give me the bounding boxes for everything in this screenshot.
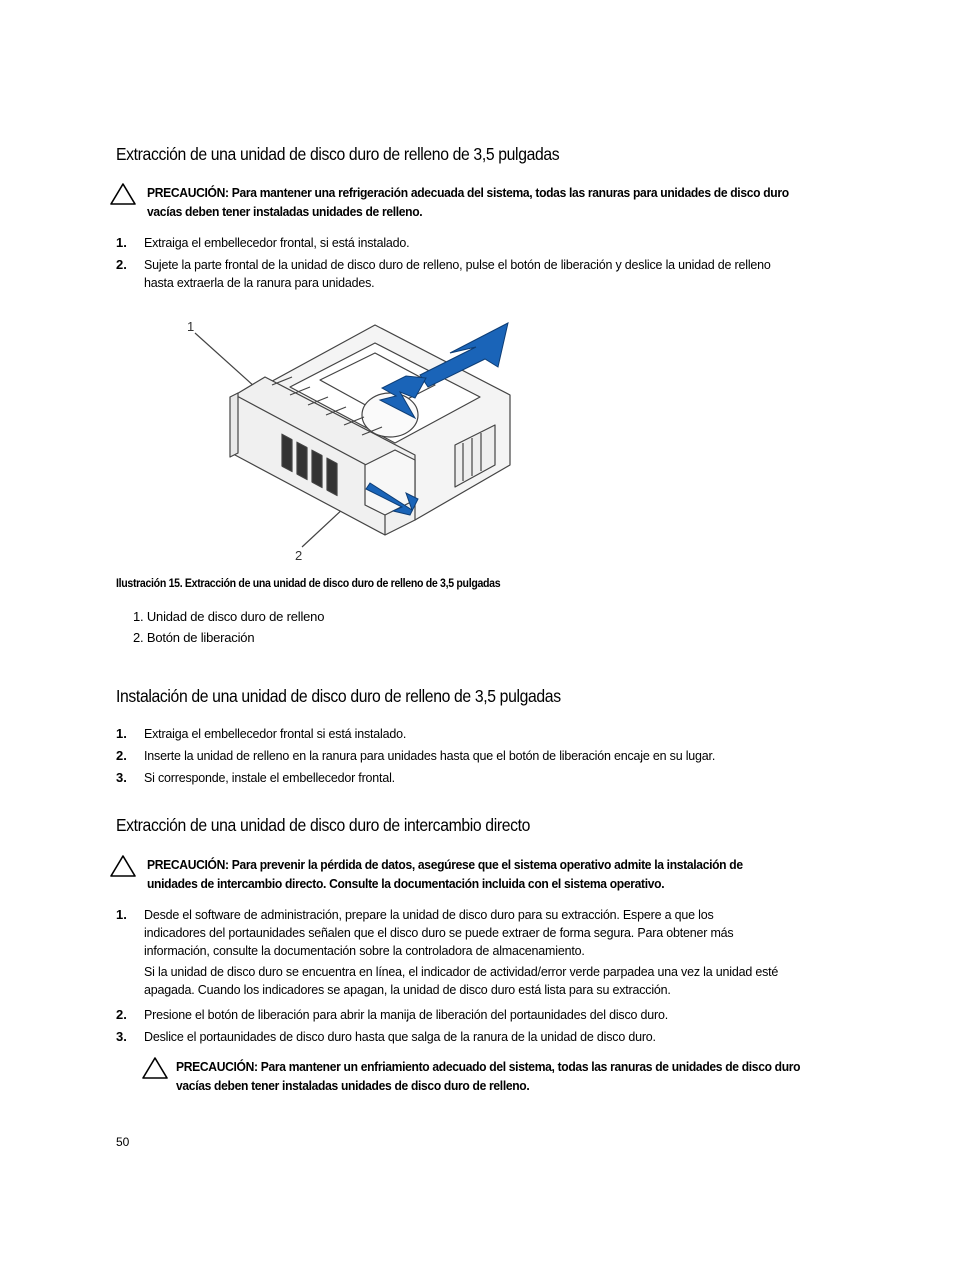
figure-callout-2: 2 bbox=[295, 548, 303, 563]
step-number: 1. bbox=[116, 907, 127, 922]
step-number: 2. bbox=[116, 748, 127, 763]
step-text: Si corresponde, instale el embellecedor frontal. bbox=[144, 770, 395, 785]
section-heading-blank-removal: Extracción de una unidad de disco duro de relleno de 3,5 pulgadas bbox=[116, 144, 560, 164]
step-text: Inserte la unidad de relleno en la ranura para unidades hasta que el botón de liberación encaje en su lugar. bbox=[144, 748, 716, 763]
step-number: 3. bbox=[116, 1029, 127, 1044]
section-heading-blank-install: Instalación de una unidad de disco duro de relleno de 3,5 pulgadas bbox=[116, 686, 561, 706]
figure-callout-1: 1 bbox=[187, 319, 195, 334]
caution-text: PRECAUCIÓN: Para mantener una refrigeración adecuada del sistema, todas las ranuras para unidades de disco duro vacías deben tener instaladas unidades de relleno. bbox=[147, 185, 789, 219]
step-number: 3. bbox=[116, 770, 127, 785]
caution-text: PRECAUCIÓN: Para prevenir la pérdida de datos, asegúrese que el sistema operativo admite la instalación de unidades de intercambio directo. Consulte la documentación incluida con el sistema operativo. bbox=[147, 857, 743, 891]
page-number: 50 bbox=[116, 1135, 130, 1149]
caution-icon bbox=[110, 182, 136, 206]
caution-icon bbox=[142, 1056, 168, 1080]
step-number: 1. bbox=[116, 726, 127, 741]
step-number: 1. bbox=[116, 235, 127, 250]
step-number: 2. bbox=[116, 257, 127, 272]
step-number: 2. bbox=[116, 1007, 127, 1022]
blank-drive-illustration bbox=[180, 315, 520, 565]
step-text: Deslice el portaunidades de disco duro hasta que salga de la ranura de la unidad de disco duro. bbox=[144, 1029, 656, 1044]
section-heading-hotswap-removal: Extracción de una unidad de disco duro de intercambio directo bbox=[116, 815, 531, 835]
step-text: Presione el botón de liberación para abrir la manija de liberación del portaunidades del disco duro. bbox=[144, 1007, 669, 1022]
step-text: Extraiga el embellecedor frontal si está instalado. bbox=[144, 726, 407, 741]
step-note: Si la unidad de disco duro se encuentra en línea, el indicador de actividad/error verde parpadea una vez la unidad esté apagada. Cuando los indicadores se apagan, la unidad de disco duro está lista para su extracción. bbox=[144, 964, 779, 997]
step-text: Extraiga el embellecedor frontal, si está instalado. bbox=[144, 235, 410, 250]
figure-caption: Ilustración 15. Extracción de una unidad de disco duro de relleno de 3,5 pulgadas bbox=[116, 578, 501, 590]
step-text: Sujete la parte frontal de la unidad de disco duro de relleno, pulse el botón de liberación y deslice la unidad de relleno hasta extraerla de la ranura para unidades. bbox=[144, 257, 771, 290]
legend-item: 2. Botón de liberación bbox=[133, 630, 255, 645]
caution-text: PRECAUCIÓN: Para mantener un enfriamiento adecuado del sistema, todas las ranuras de unidades de disco duro vacías deben tener instaladas unidades de disco duro de relleno. bbox=[176, 1059, 801, 1093]
legend-item: 1. Unidad de disco duro de relleno bbox=[133, 609, 325, 624]
step-text: Desde el software de administración, prepare la unidad de disco duro para su extracción. Espere a que los indicadores del portaunidades señalen que el disco duro se puede extraer de forma segura. Para obtener más información, consulte la documentación sobre la controladora de almacenamiento. bbox=[144, 907, 734, 958]
caution-icon bbox=[110, 854, 136, 878]
